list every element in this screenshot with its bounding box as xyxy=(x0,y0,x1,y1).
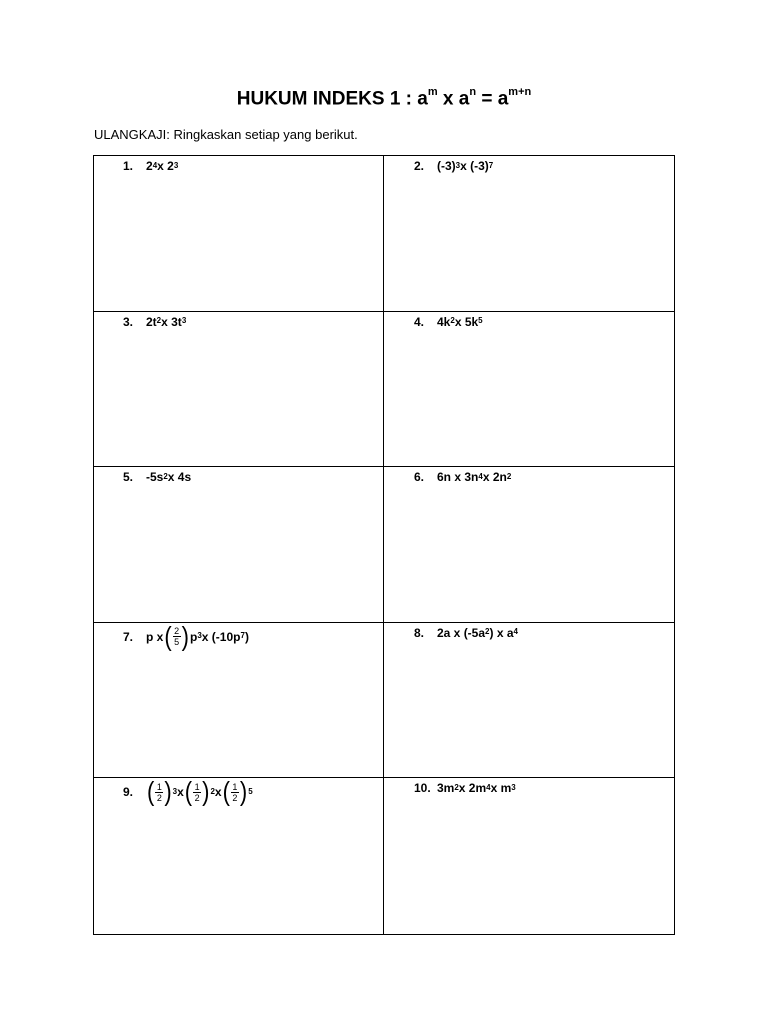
answer-box-5[interactable] xyxy=(94,467,384,623)
fraction-one-half-a: ( $\frac{1}{2}$ ) xyxy=(147,776,172,807)
question-8: 8. 2a x (-5a $^2$ ) x a $^4$ xyxy=(414,625,518,640)
answer-box-1[interactable] xyxy=(94,156,384,312)
answer-box-6[interactable] xyxy=(384,467,674,623)
question-9: 9. ( $\frac{1}{2}$ ) $^3$ x ( $\frac{1}{2}$ ) $^2$ x ( $\frac{1}{2}$ ) $^5$ xyxy=(123,776,253,807)
question-grid xyxy=(93,155,675,935)
worksheet-title: HUKUM INDEKS 1 : $a^m$ x $a^n = a^{m+n}$ xyxy=(236,86,532,110)
answer-box-8[interactable] xyxy=(384,623,674,779)
fraction-one-half-c: ( $\frac{1}{2}$ ) xyxy=(222,776,248,807)
instructions: ULANGKAJI: Ringkaskan setiap yang berikut. xyxy=(94,127,358,142)
answer-box-7[interactable] xyxy=(94,623,384,779)
question-2: 2. (-3) $^3$ x (-3) $^7$ xyxy=(414,159,494,173)
question-1: 1. 2 $^4$ x 2 $^3$ xyxy=(123,159,179,173)
question-6: 6. 6n x 3n $^4$ x 2n $^2$ xyxy=(414,470,512,485)
answer-box-4[interactable] xyxy=(384,312,674,468)
answer-box-2[interactable] xyxy=(384,156,674,312)
answer-box-9[interactable] xyxy=(94,778,384,934)
answer-box-3[interactable] xyxy=(94,312,384,468)
fraction-two-fifths: ( $\frac{2}{5}$ ) xyxy=(164,621,189,652)
question-4: 4. 4k $^2$ x 5k $^5$ xyxy=(414,314,483,329)
question-10: 10. 3m $^2$ x 2m $^4$ x m $^3$ xyxy=(414,781,516,796)
question-7: 7. p x ( $\frac{2}{5}$ ) p $^3$ x (-10p $^7$ ) xyxy=(123,621,249,652)
answer-box-10[interactable] xyxy=(384,778,674,934)
question-5: 5. -5s $^2$ x 4s xyxy=(123,470,192,485)
question-3: 3. 2t $^2$ x 3t $^3$ xyxy=(123,314,187,329)
fraction-one-half-b: ( $\frac{1}{2}$ ) xyxy=(184,776,210,807)
